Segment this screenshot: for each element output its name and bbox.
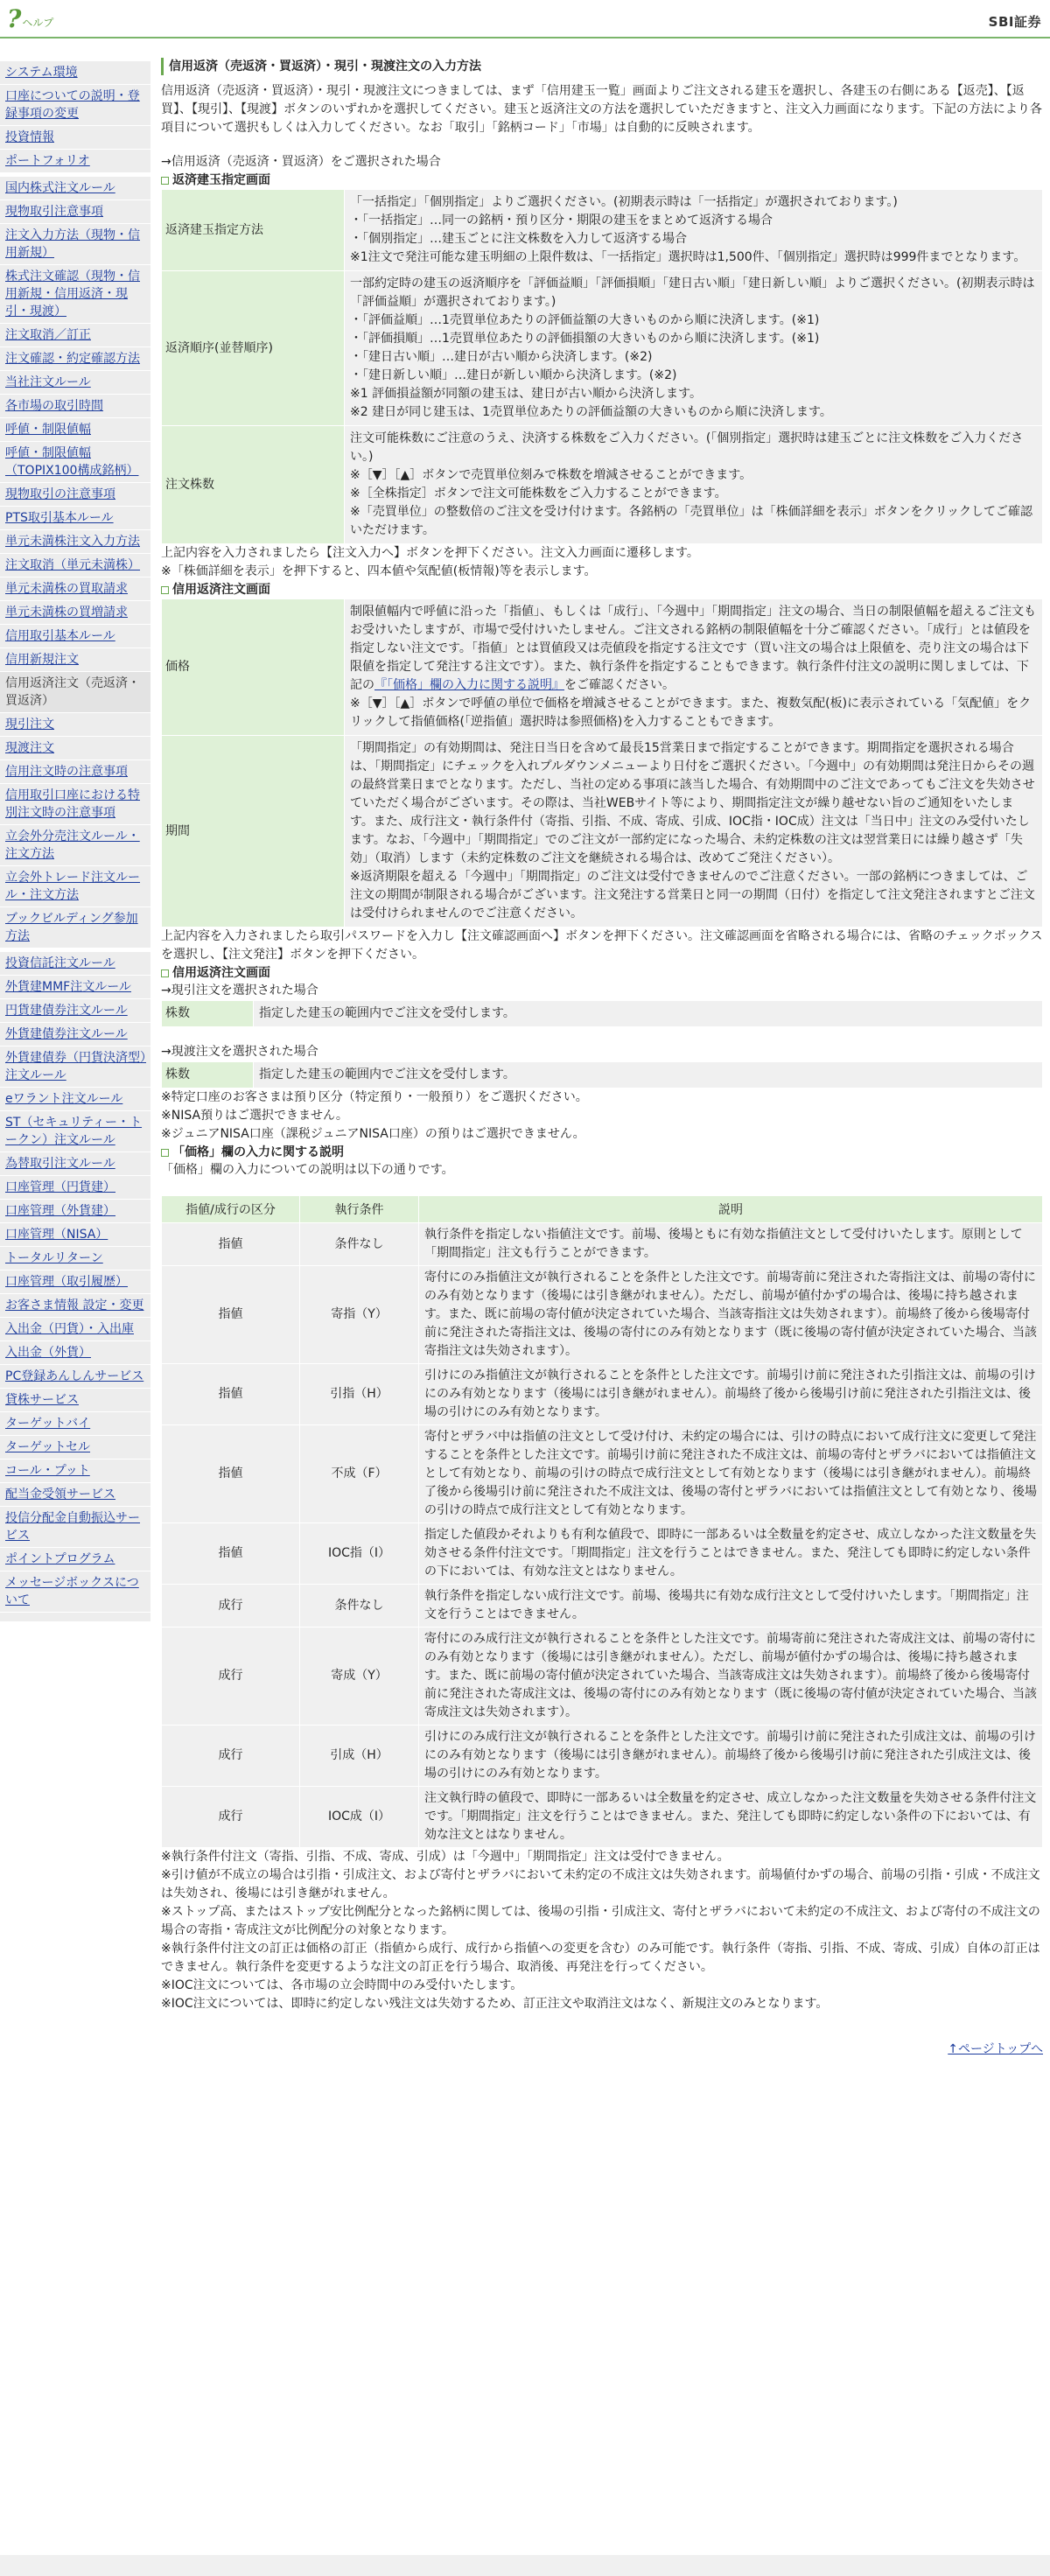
table-header-row: [162, 1196, 1043, 1223]
cell-execution-condition: 条件なし: [300, 1585, 419, 1628]
cell-description: 寄付にのみ指値注文が執行されることを条件とした注文です。前場寄前に発注された寄指注文は、前場の寄付にのみ有効となります（後場には引き継がれません）。ただし、前場が値付かずの場合は、後場に持ち越されます。また、既に前場の寄付値が決定されていた場合、当該寄指注文は失効されます）。前場終了後から後場寄付前に発注された寄指注文は、後場の寄付にのみ有効となります（既に後場の寄付値が決定されていた場合、当該寄指注文は失効されます）。: [419, 1266, 1043, 1364]
sidebar-item[interactable]: 外貨建債券注文ルール: [0, 1023, 150, 1046]
table-row: [162, 1223, 1043, 1266]
row-key-shares: 株数: [162, 1062, 254, 1088]
sidebar-item[interactable]: 円貨建債券注文ルール: [0, 999, 150, 1023]
column-header: 執行条件: [300, 1196, 419, 1223]
cell-order-type: 成行: [162, 1787, 300, 1848]
sidebar-item[interactable]: 注文取消（単元未満株）: [0, 554, 150, 578]
section-title-credit-return-order: 信用返済注文画面: [161, 581, 1043, 598]
help-question-icon: ?: [7, 4, 22, 33]
return-position-table: [161, 189, 1043, 544]
note-line: ※NISA預りはご選択できません。: [161, 1109, 348, 1123]
cell-execution-condition: 寄指（Y）: [300, 1266, 419, 1364]
sidebar-item[interactable]: 入出金（円貨）・入出庫: [0, 1318, 150, 1341]
row-value-price: 制限値幅内で呼値に沿った「指値」、もしくは「成行」、「今週中」「期間指定」注文の場合、当日の制限値幅を超えるご注文もお受けいたしますが、市場で受付けいたしません。ご注文される銘柄の制限値幅を十分ご確認ください。「成行」とは値段を指定しない注文です。「指値」とは買値段又は売値段を指定する注文です（買い注文の場合は上限値を、売り注文の場合は下限値を指定して発注する注文です）。また、執行条件を指定することもできます。執行条件付注文の説明に関しましては、下記の『「価格」欄の入力に関する説明』をご確認ください。 ※［▼］［▲］ボタンで呼値の単位で価格を増減させることができます。また、複数気配(板)に表示されている「気配値」をクリックして指値価格(「逆指値」選択時は参照価格)を入力することもできます。: [345, 599, 1043, 736]
after-input-notes: [161, 544, 1043, 581]
case-credit-return: →信用返済（売返済・買返済）をご選択された場合: [161, 155, 441, 169]
cell-description: 引けにのみ指値注文が執行されることを条件とした注文です。前場引け前に発注された引指注文は、前場の引けにのみ有効となります（後場には引き継がれません）。前場終了後から後場引け前に発注された引指注文は、後場の引けにのみ有効となります。: [419, 1364, 1043, 1425]
note-line: ※「株価詳細を表示」を押下すると、四本値や気配値(板情報)等を表示します。: [161, 564, 597, 578]
square-bullet-icon: [161, 177, 169, 185]
row-value-line: 「一括指定」「個別指定」よりご選択ください。(初期表示時は「一括指定」が選択されております。): [350, 195, 898, 209]
brand-name: SBI証券: [988, 14, 1041, 30]
sidebar-item[interactable]: 注文入力方法（現物・信用新規）: [0, 224, 150, 265]
note-line: ※IOC注文については、各市場の立会時間中のみ受付いたします。: [161, 1978, 523, 1992]
help-label: ヘルプ: [22, 17, 54, 29]
row-key: 注文株数: [162, 426, 345, 544]
row-value-period: [345, 736, 1043, 928]
row-value-line: ※2 建日が同じ建玉は、1売買単位あたりの評価益額の大きいものから順に決済します。: [350, 405, 832, 419]
sidebar-item[interactable]: 株式注文確認（現物・信用新規・信用返済・現引・現渡）: [0, 265, 150, 324]
case-genwatashi: →現渡注文を選択された場合: [161, 1045, 318, 1059]
sidebar-item[interactable]: 外貨建MMF注文ルール: [0, 976, 150, 999]
after-order-note: 上記内容を入力されましたら取引パスワードを入力し【注文確認画面へ】ボタンを押下ください。注文確認画面を省略される場合には、省略のチェックボックスを選択し、【注文発注】ボタンを押下ください。: [161, 929, 1043, 962]
intro-text: 信用返済（売返済・買返済）・現引・現渡注文につきましては、まず「信用建玉一覧」画面よりご注文される建玉を選択し、各建玉の右側にある【返売】、【返買】、【現引】、【現渡】ボタンのいずれかを選択してください。建玉と返済注文の方法を選択していただきますと、注文入力画面になります。下記の方法により各項目について選択もしくは入力してください。なお「取引」「銘柄コード」「市場」は自動的に反映されます。: [161, 84, 1042, 135]
sidebar-item[interactable]: 為替取引注文ルール: [0, 1152, 150, 1176]
row-value: [345, 190, 1043, 271]
row-key-shares: 株数: [162, 1001, 254, 1027]
row-value-shares: 指定した建玉の範囲内でご注文を受付します。: [254, 1062, 1043, 1088]
cell-execution-condition: 不成（F）: [300, 1425, 419, 1523]
note-line: ※IOC注文については、即時に約定しない残注文は失効するため、訂正注文や取消注文はなく、新規注文のみとなります。: [161, 1997, 829, 2011]
sidebar-item[interactable]: 国内株式注文ルール: [0, 177, 150, 200]
main-content: [150, 38, 1050, 2057]
cell-description: 指定した値段かそれよりも有利な値段で、即時に一部あるいは全数量を約定させ、成立しなかった注文数量を失効させる条件付注文です。「期間指定」注文を行うことはできません。また、発注しても即時に約定しない条件の下においては、有効な注文とはなりません。: [419, 1523, 1043, 1585]
row-key: 返済建玉指定方法: [162, 190, 345, 271]
cell-order-type: 指値: [162, 1364, 300, 1425]
sidebar-item[interactable]: 単元未満株の買増請求: [0, 601, 150, 625]
column-header: 説明: [419, 1196, 1043, 1223]
sidebar-item[interactable]: PTS取引基本ルール: [0, 507, 150, 530]
sidebar-item[interactable]: ポートフォリオ: [0, 150, 150, 173]
credit-return-order-table: [161, 598, 1043, 928]
sidebar-item[interactable]: 現物取引注意事項: [0, 200, 150, 224]
header: [0, 0, 1050, 38]
sidebar-item[interactable]: ターゲットセル: [0, 1436, 150, 1460]
sidebar-item[interactable]: コール・プット: [0, 1460, 150, 1483]
account-notes: [161, 1088, 1043, 1144]
sidebar-item[interactable]: お客さま情報 設定・変更: [0, 1294, 150, 1318]
price-help-link[interactable]: 『「価格」欄の入力に関する説明』: [374, 678, 564, 692]
row-value-line: ※1注文で発注可能な建玉明細の上限件数は、「一括指定」選択時は1,500件、「個別指定」選択時は999件までとなります。: [350, 250, 1026, 264]
sidebar-item[interactable]: ターゲットバイ: [0, 1412, 150, 1436]
note-line: ※執行条件付注文の訂正は価格の訂正（指値から成行、成行から指値への変更を含む）のみ可能です。執行条件（寄指、引指、不成、寄成、引成）自体の訂正はできません。執行条件を変更するような注文の訂正を行う場合、取消後、再発注を行ってください。: [161, 1942, 1040, 1974]
cell-description: 執行条件を指定しない成行注文です。前場、後場共に有効な成行注文として受付けいたします。「期間指定」注文を行うことはできません。: [419, 1585, 1043, 1628]
sidebar-item[interactable]: 貸株サービス: [0, 1389, 150, 1412]
cell-description: 執行条件を指定しない指値注文です。前場、後場ともに有効な指値注文として受付けいたします。原則として「期間指定」注文も行うことができます。: [419, 1223, 1043, 1266]
row-value-line: ※［▼］［▲］ボタンで売買単位刻みで株数を増減させることができます。: [350, 468, 752, 482]
cell-execution-condition: 引成（H）: [300, 1726, 419, 1787]
table-row: [162, 736, 1043, 928]
row-value-line: 一部約定時の建玉の返済順序を「評価益順」「評価損順」「建日古い順」「建日新しい順」よりご選択ください。(初期表示時は「評価益順」が選択されております。): [350, 276, 1035, 309]
sidebar-item[interactable]: 口座管理（取引履歴）: [0, 1270, 150, 1294]
cell-order-type: 成行: [162, 1726, 300, 1787]
sidebar-item[interactable]: 信用注文時の注意事項: [0, 760, 150, 784]
cell-description: 注文執行時の値段で、即時に一部あるいは全数量を約定させ、成立しなかった注文数量を失効させる条件付注文です。「期間指定」注文を行うことはできません。また、発注しても即時に約定しない条件の下においては、有効な注文とはなりません。: [419, 1787, 1043, 1848]
sidebar-item[interactable]: 立会外分売注文ルール・注文方法: [0, 825, 150, 866]
square-bullet-icon: [161, 970, 169, 977]
layout: [0, 38, 1050, 2057]
table-row: [162, 1001, 1043, 1027]
row-value-line: ※1 評価損益額が同額の建玉は、建日が古い順から決済します。: [350, 387, 702, 401]
sidebar-item[interactable]: 投資信託注文ルール: [0, 952, 150, 976]
square-bullet-icon: [161, 1149, 169, 1157]
sidebar-item[interactable]: 現渡注文: [0, 737, 150, 760]
sidebar-item[interactable]: 口座についての説明・登録事項の変更: [0, 85, 150, 126]
table-row: [162, 599, 1043, 736]
column-header: 指値/成行の区分: [162, 1196, 300, 1223]
table-row: [162, 271, 1043, 426]
sidebar-item[interactable]: 立会外トレード注文ルール・注文方法: [0, 866, 150, 907]
row-key-period: 期間: [162, 736, 345, 928]
cell-order-type: 指値: [162, 1266, 300, 1364]
sidebar-item[interactable]: 各市場の取引時間: [0, 395, 150, 418]
sidebar-item[interactable]: 単元未満株注文入力方法: [0, 530, 150, 554]
note-line: ※ジュニアNISA口座（課税ジュニアNISA口座）の預りはご選択できません。: [161, 1127, 585, 1141]
price-help-intro: 「価格」欄の入力についての説明は以下の通りです。: [161, 1163, 454, 1177]
note-line: ※引け値が不成立の場合は引指・引成注文、および寄付とザラバにおいて未約定の不成注文は失効されます。前場値付かずの場合、前場の引指・引成・不成注文は失効され、後場には引き継がれません。: [161, 1868, 1040, 1900]
row-key: 返済順序(並替順序): [162, 271, 345, 426]
cell-order-type: 指値: [162, 1223, 300, 1266]
page-top-container: [161, 2040, 1043, 2057]
table-row: [162, 1266, 1043, 1364]
sidebar-nav: [0, 61, 150, 1621]
table-row: [162, 190, 1043, 271]
cell-execution-condition: 条件なし: [300, 1223, 419, 1266]
section-title-credit-return-order-2: 信用返済注文画面: [161, 964, 1043, 982]
sidebar-item[interactable]: 単元未満株の買取請求: [0, 578, 150, 601]
sidebar-item[interactable]: eワラント注文ルール: [0, 1088, 150, 1111]
sidebar-item[interactable]: PC登録あんしんサービス: [0, 1365, 150, 1389]
row-key-price: 価格: [162, 599, 345, 736]
table-row: [162, 426, 1043, 544]
row-value-line: 注文可能株数にご注意のうえ、決済する株数をご入力ください。(「個別指定」選択時は建玉ごとに注文株数をご入力ください。): [350, 431, 1024, 464]
row-value: [345, 426, 1043, 544]
sidebar-item[interactable]: 口座管理（円貨建）: [0, 1176, 150, 1200]
sidebar-item[interactable]: 信用新規注文: [0, 648, 150, 672]
table-row: [162, 1523, 1043, 1585]
order-condition-table: [161, 1195, 1043, 1848]
row-value-line: ・「建日古い順」…建日が古い順から決済します。(※2): [350, 350, 653, 364]
genwatashi-table: [161, 1061, 1043, 1088]
note-line: 上記内容を入力されましたら【注文入力へ】ボタンを押下ください。注文入力画面に遷移します。: [161, 546, 699, 560]
sidebar-item[interactable]: 現引注文: [0, 713, 150, 737]
sidebar-item[interactable]: 現物取引の注意事項: [0, 483, 150, 507]
table-row: [162, 1585, 1043, 1628]
table-row: [162, 1726, 1043, 1787]
table-row: [162, 1628, 1043, 1726]
sidebar-item[interactable]: 口座管理（外貨建）: [0, 1200, 150, 1223]
sidebar-item[interactable]: 注文確認・約定確認方法: [0, 347, 150, 371]
table-row: [162, 1062, 1043, 1088]
sidebar-item[interactable]: ブックビルディング参加方法: [0, 907, 150, 948]
note-line: ※執行条件付注文（寄指、引指、不成、寄成、引成）は「今週中」「期間指定」注文は受付できません。: [161, 1850, 730, 1864]
sidebar-item[interactable]: メッセージボックスについて: [0, 1572, 150, 1613]
note-line: ※特定口座のお客さまは預り区分（特定預り・一般預り）をご選択ください。: [161, 1090, 588, 1104]
row-value-line: ・「評価損順」…1売買単位あたりの評価損額の大きいものから順に決済します。(※1): [350, 332, 820, 346]
sidebar-item[interactable]: 投資情報: [0, 126, 150, 150]
table-row: [162, 1787, 1043, 1848]
square-bullet-icon: [161, 586, 169, 594]
row-value-line: ※「売買単位」の整数倍のご注文を受け付けます。各銘柄の「売買単位」は「株価詳細を表示」ボタンをクリックしてご確認いただけます。: [350, 505, 1033, 537]
case-genbiki: →現引注文を選択された場合: [161, 984, 318, 998]
sidebar-item-current: 信用返済注文（売返済・買返済）: [0, 672, 150, 713]
sidebar-item[interactable]: 口座管理（NISA）: [0, 1223, 150, 1247]
note-line: ※ストップ高、またはストップ安比例配分となった銘柄に関しては、後場の引指・引成注文、寄付とザラバにおいて未約定の不成注文、および寄付の不成注文の場合の寄指・寄成注文が比例配分の対象となります。: [161, 1905, 1040, 1937]
cell-execution-condition: 引指（H）: [300, 1364, 419, 1425]
row-value-line: ・「建日新しい順」…建日が新しい順から決済します。(※2): [350, 368, 677, 382]
sidebar-item[interactable]: ST（セキュリティー・トークン）注文ルール: [0, 1111, 150, 1152]
cell-order-type: 指値: [162, 1523, 300, 1585]
genbiki-table: [161, 1000, 1043, 1027]
table-row: [162, 1425, 1043, 1523]
sidebar-item[interactable]: 注文取消／訂正: [0, 324, 150, 347]
cell-execution-condition: IOC指（I）: [300, 1523, 419, 1585]
row-value-line: ・「個別指定」…建玉ごとに注文株数を入力して返済する場合: [350, 232, 687, 246]
cell-execution-condition: IOC成（I）: [300, 1787, 419, 1848]
sidebar-item[interactable]: ポイントプログラム: [0, 1548, 150, 1572]
cell-execution-condition: 寄成（Y）: [300, 1628, 419, 1726]
sidebar-item[interactable]: 配当金受領サービス: [0, 1483, 150, 1507]
row-value-line: ・「一括指定」…同一の銘柄・預り区分・期限の建玉をまとめて返済する場合: [350, 214, 773, 228]
sidebar-item[interactable]: システム環境: [0, 61, 150, 85]
sidebar-item[interactable]: 当社注文ルール: [0, 371, 150, 395]
section-title-price-help: 「価格」欄の入力に関する説明: [161, 1144, 1043, 1161]
cell-order-type: 成行: [162, 1585, 300, 1628]
help-logo[interactable]: [7, 4, 54, 33]
cell-description: 寄付とザラバ中は指値の注文として受け付け、未約定の場合には、引けの時点において成行注文に変更して発注することを条件とした注文です。前場引け前に発注された不成注文は、前場の寄付とザラバにおいては指値注文として有効となり、前場の引けの時点で成行注文として有効となります（後場には引き継がれません）。前場終了後から後場引け前に発注された不成注文は、後場の寄付とザラバにおいては指値注文として有効となり、後場の引けの時点で成行注文として有効となります。: [419, 1425, 1043, 1523]
cell-order-type: 成行: [162, 1628, 300, 1726]
footer-bar: [0, 2555, 1050, 2576]
sidebar-item[interactable]: 信用取引基本ルール: [0, 625, 150, 648]
cell-description: 寄付にのみ成行注文が執行されることを条件とした注文です。前場寄前に発注された寄成注文は、前場の寄付にのみ有効となります（後場には引き継がれません）。ただし、前場が値付かずの場合は、後場に持ち越されます。また、既に前場の寄付値が決定されていた場合、当該寄成注文は失効されます）。前場終了後から後場寄付前に発注された寄成注文は、後場の寄付にのみ有効となります（既に後場の寄付値が決定されていた場合、当該寄成注文は失効されます）。: [419, 1628, 1043, 1726]
sidebar-item[interactable]: 呼値・制限値幅（TOPIX100構成銘柄）: [0, 442, 150, 483]
row-value-line: ※返済期限を超える「今週中」「期間指定」のご注文は受付できませんのでご注意ください。一部の銘柄につきましては、ご注文の期間が制限される場合がございます。注文発注する営業日と同一の期間（日付）を指定して注文発注されますとご注文は受付けられませんのでご注意ください。: [350, 870, 1035, 920]
cell-order-type: 指値: [162, 1425, 300, 1523]
row-value: [345, 271, 1043, 426]
sidebar-item[interactable]: 外貨建債券（円貨決済型）注文ルール: [0, 1046, 150, 1088]
row-value-line: ・「評価益順」…1売買単位あたりの評価益額の大きいものから順に決済します。(※1): [350, 313, 820, 327]
sidebar-item[interactable]: 投信分配金自動振込サービス: [0, 1507, 150, 1548]
row-value-line: ※［全株指定］ボタンで注文可能株数をご入力することができます。: [350, 486, 727, 500]
sidebar-item[interactable]: 呼値・制限値幅: [0, 418, 150, 442]
cell-description: 引けにのみ成行注文が執行されることを条件とした注文です。前場引け前に発注された引成注文は、前場の引けにのみ有効となります（後場には引き継がれません）。前場終了後から後場引け前に発注された引成注文は、後場の引けにのみ有効となります。: [419, 1726, 1043, 1787]
sidebar-item[interactable]: 信用取引口座における特別注文時の注意事項: [0, 784, 150, 825]
row-value-shares: 指定した建玉の範囲内でご注文を受付します。: [254, 1001, 1043, 1027]
page-title: 信用返済（売返済・買返済）・現引・現渡注文の入力方法: [161, 58, 1043, 75]
page-top-link[interactable]: ↑ページトップへ: [948, 2042, 1043, 2056]
table-row: [162, 1364, 1043, 1425]
sidebar-item[interactable]: トータルリターン: [0, 1247, 150, 1270]
row-value-line: 「期間指定」の有効期間は、発注日当日を含めて最長15営業日まで指定することができます。期間指定を選択される場合は、「期間指定」にチェックを入れプルダウンメニューより日付をご選択ください。「今週中」の有効期間は発注日からその週の最終営業日までとなります。ただし、当社の定める事項に該当した場合、有効期間中のご注文であってもご注文を失効させていただく場合がございます。その際は、当社WEBサイト等により、期間指定注文が繰り越せない旨のご通知をいたします。また、成行注文・執行条件付（寄指、引指、不成、寄成、引成、IOC指・IOC成）注文は「当日中」注文のみ受付いたします。なお、「今週中」「期間指定」でのご注文が一部約定になった場合、未約定株数の注文は翌営業日には繰り越さず「失効」（取消）します（未約定株数のご注文を継続される場合は、改めてご発注ください）。: [350, 741, 1035, 865]
sidebar-item[interactable]: 入出金（外貨）: [0, 1341, 150, 1365]
section-title-return-position: 返済建玉指定画面: [161, 172, 1043, 189]
order-condition-notes: [161, 1848, 1043, 2013]
